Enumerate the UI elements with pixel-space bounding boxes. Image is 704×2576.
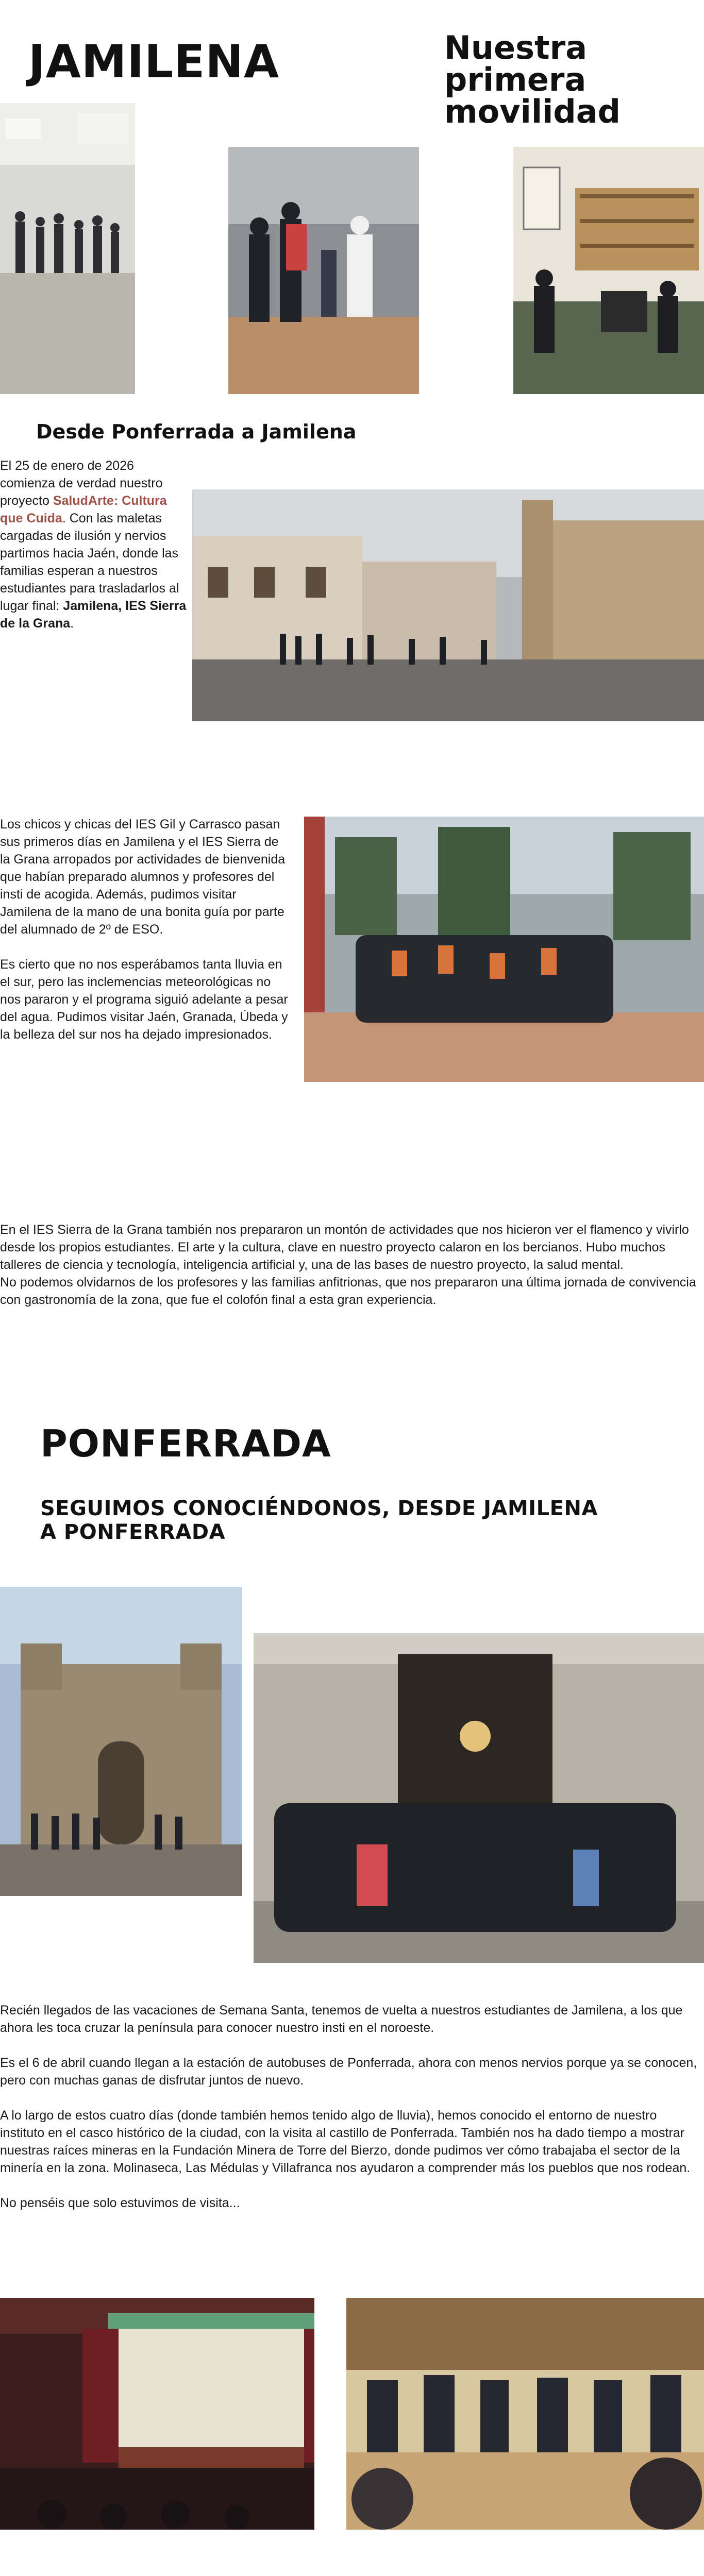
- photo-students-gym: [228, 147, 419, 394]
- body-paragraph: Los chicos y chicas del IES Gil y Carrasco pasan sus primeros días en Jamilena y el IES Sierra de la Grana arropados por actividades de bienvenida que habían preparado alumnos y profesores del insti de acogida. Además, pudimos visitar Jamilena de la mano de una bonita guía por parte del alumnado de 2º de ESO.: [0, 817, 286, 937]
- wide-paragraph: No podemos olvidarnos de los profesores y las familias anfitrionas, que nos prepararon una última jornada de convivencia con gastronomía de la zona, que fue el colofón final a esta gran experiencia.: [0, 1275, 696, 1307]
- photo-group-doorway: [254, 1633, 704, 1963]
- destination-bold: Jamilena, IES Sierra de la Grana: [0, 599, 187, 631]
- subtitle-line: primera: [444, 61, 586, 98]
- photo-town-street: [192, 489, 704, 721]
- body-paragraph: Es el 6 de abril cuando llegan a la estación de autobuses de Ponferrada, ahora con menos nervios porque ya se conocen, pero con muchas ganas de disfrutar juntos de nuevo.: [0, 2056, 697, 2088]
- photo-group-welcome: [304, 817, 704, 1082]
- page-subtitle: [444, 29, 621, 130]
- photo-castle: [0, 1587, 242, 1896]
- section-subtitle: SEGUIMOS CONOCIÉNDONOS, DESDE JAMILENA A PONFERRADA: [40, 1497, 598, 1544]
- photo-workshop-circle: [346, 2298, 704, 2530]
- body-paragraph: No penséis que solo estuvimos de visita...: [0, 2196, 240, 2210]
- intro-paragraph: El 25 de enero de 2026 comienza de verdad nuestro proyecto SaludArte: Cultura que Cuida. Con las maletas cargadas de ilusión y nervios partimos hacia Jaén, donde las familias esperan a nuestros estudiantes para trasladarlos al lugar final: Jamilena, IES Sierra de la Grana.: [0, 459, 187, 631]
- photo-theater-stage: [0, 2298, 314, 2530]
- project-name-highlight: SaludArte: Cultura que Cuida: [0, 494, 167, 526]
- wide-paragraphs: [0, 1221, 704, 1309]
- photo-students-hall: [0, 103, 135, 394]
- ponferrada-paragraphs: [0, 2002, 704, 2229]
- body-paragraph: Es cierto que no nos esperábamos tanta lluvia en el sur, pero las inclemencias meteorológicas no nos pararon y el programa siguió adelante a pesar del agua. Pudimos visitar Jaén, Granada, Úbeda y la belleza del sur nos ha dejado impresionados.: [0, 957, 288, 1042]
- body-paragraphs: [0, 816, 290, 1061]
- page-title: JAMILENA: [28, 35, 280, 88]
- body-paragraph: Recién llegados de las vacaciones de Semana Santa, tenemos de vuelta a nuestros estudiantes de Jamilena, a los que ahora les toca cruzar la península para conocer nuestro insti en el noroeste.: [0, 2003, 683, 2035]
- section-title: PONFERRADA: [40, 1422, 331, 1465]
- body-paragraph: A lo largo de estos cuatro días (donde también hemos tenido algo de lluvia), hemos conocido el entorno de nuestro instituto en el casco histórico de la ciudad, con la visita al castillo de Ponferrada. También nos ha dado tiempo a mostrar nuestras raíces mineras en la Fundación Minera de Torre del Bierzo, donde pudimos ver cómo trabajaba el sector de la minería en la zona. Molinaseca, Las Médulas y Villafranca nos ayudaron a comprender más los pueblos que nos rodean.: [0, 2108, 691, 2175]
- wide-paragraph: En el IES Sierra de la Grana también nos prepararon un montón de actividades que nos hicieron ver el flamenco y vivirlo desde los propios estudiantes. El arte y la cultura, clave en nuestro proyecto calaron en los bercianos. Hubo muchos talleres de ciencia y tecnología, inteligencia artificial y, una de las bases de nuestro proyecto, la salud mental.: [0, 1223, 689, 1272]
- subtitle-line: Nuestra: [444, 29, 588, 66]
- section-heading: Desde Ponferrada a Jamilena: [36, 420, 357, 443]
- photo-library: [513, 147, 704, 394]
- subtitle-line: movilidad: [444, 93, 621, 130]
